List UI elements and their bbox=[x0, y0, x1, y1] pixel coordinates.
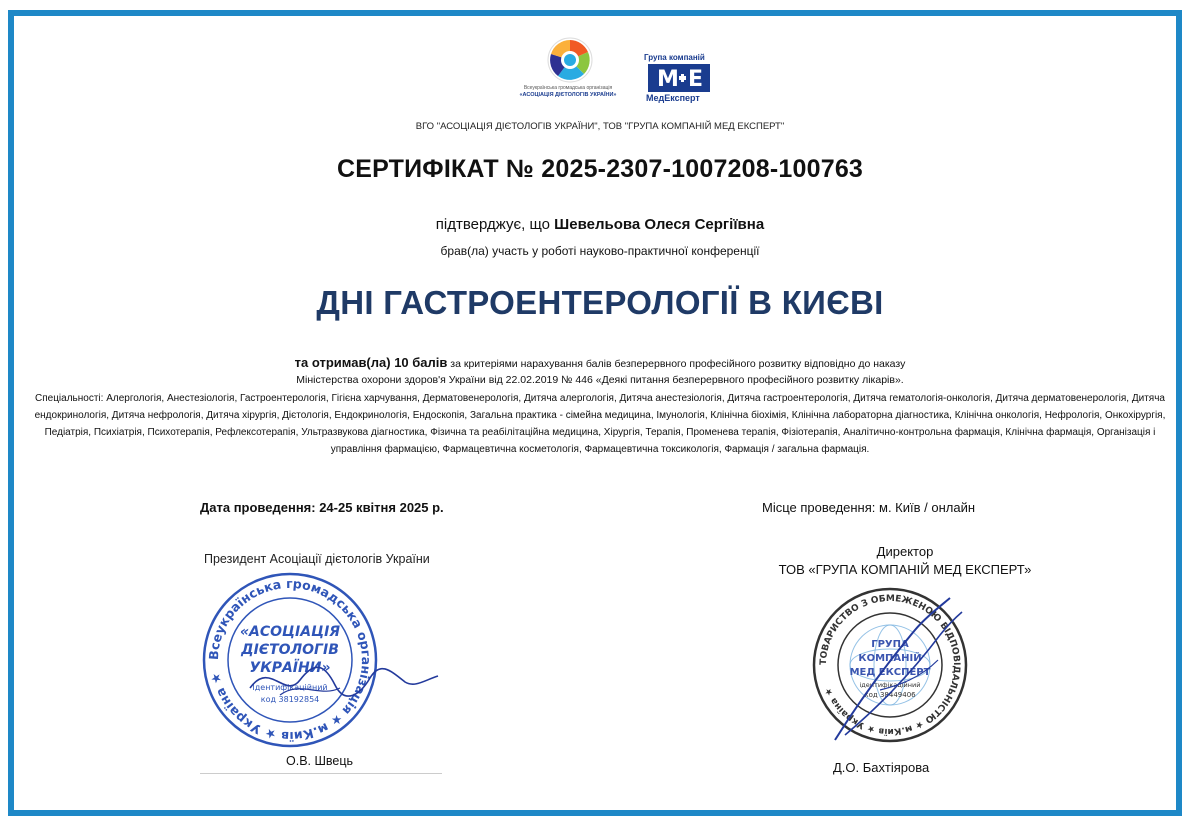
svg-text:Е: Е bbox=[688, 67, 704, 92]
director-title bbox=[760, 543, 1050, 579]
event-date: Дата проведення: 24-25 квітня 2025 р. bbox=[200, 500, 444, 515]
association-stamp-line3: УКРАЇНИ» bbox=[249, 660, 331, 676]
specialties-list: Спеціальності: Алергологія, Анестезіологія, Гастроентерологія, Гігієна харчування, Дерматовенерологія, Дитяча алергологія, Дитяча анестезіологія, Дитяча гастроентерологія, Дитяча гематологія-онкологія, Дитяча дерматовенерологія, Дитяча ендокринологія, Дитяча нефрологія, Дитяча хірургія, Дієтологія, Ендокринологія, Ендоскопія, Загальна практика - сімейна медицина, Імунологія, Клінічна біохімія, Клінічна лабораторна діагностика, Клінічна онкологія, Нефрологія, Онкохірургія, Педіатрія, Психіатрія, Психотерапія, Рефлексотерапія, Ультразвукова діагностика, Фізична та реабілітаційна медицина, Хірургія, Терапія, Променева терапія, Фізіотерапія, Аналітично-контрольна фармація, Клінічна фармація, Організація і управління фармацією, Фармацевтична косметологія, Фармацевтична токсикологія, Фармація / загальна фармація. bbox=[34, 393, 1166, 455]
medexpert-stamp-id-label: ідентифікаційний bbox=[859, 681, 921, 689]
medexpert-stamp-line3: МЕД ЕКСПЕРТ bbox=[849, 667, 931, 678]
director-name: Д.О. Бахтіярова bbox=[833, 760, 930, 775]
president-signature bbox=[240, 650, 440, 710]
organizers-line: ВГО "АСОЦІАЦІЯ ДІЄТОЛОГІВ УКРАЇНИ", ТОВ "ГРУПА КОМПАНІЙ МЕД ЕКСПЕРТ" bbox=[415, 121, 785, 132]
association-org-type: Всеукраїнська громадська організація bbox=[523, 85, 613, 91]
association-stamp-code: код 38192854 bbox=[260, 695, 320, 704]
medexpert-logo-bottom: МедЕксперт bbox=[646, 93, 700, 103]
svg-text:М: М bbox=[657, 67, 679, 92]
president-name: О.В. Швець bbox=[286, 754, 354, 768]
points-awarded: та отримав(ла) 10 балів bbox=[294, 355, 448, 370]
medexpert-stamp-line2: КОМПАНІЙ bbox=[858, 653, 922, 664]
association-logo bbox=[508, 36, 628, 104]
medexpert-logo-top: Група компаній bbox=[644, 53, 705, 62]
association-stamp-id-label: Ідентифікаційний bbox=[252, 683, 328, 692]
association-logo-name: «АСОЦІАЦІЯ ДІЄТОЛОГІВ УКРАЇНИ» bbox=[519, 92, 617, 98]
association-logo-icon bbox=[546, 36, 594, 84]
event-title: ДНІ ГАСТРОЕНТЕРОЛОГІЇ В КИЄВІ bbox=[316, 284, 884, 321]
director-company: ТОВ «ГРУПА КОМПАНІЙ МЕД ЕКСПЕРТ» bbox=[778, 562, 1032, 577]
points-statement bbox=[40, 355, 1160, 388]
association-stamp-ring-text: Всеукраїнська громадська організація ★ м.Київ ★ Україна ★ bbox=[205, 575, 375, 745]
medexpert-stamp-code: код 38449406 bbox=[864, 691, 916, 699]
medexpert-stamp-ring-text: ТОВАРИСТВО З ОБМЕЖЕНОЮ ВІДПОВІДАЛЬНІСТЮ ★ м.Київ ★ Україна ★ bbox=[818, 593, 962, 737]
director-position: Директор bbox=[876, 544, 934, 559]
medexpert-logo bbox=[644, 53, 714, 105]
association-stamp-line1: «АСОЦІАЦІЯ bbox=[239, 624, 341, 640]
certificate-title: СЕРТИФІКАТ № 2025-2307-1007208-100763 bbox=[336, 155, 864, 183]
participant-name: Шевельова Олеся Сергіївна bbox=[554, 216, 765, 233]
confirmation-line bbox=[0, 216, 1200, 233]
points-order: Міністерства охорони здоров'я України від 22.02.2019 № 446 «Деякі питання безперервного професійного розвитку лікарів». bbox=[296, 374, 904, 386]
medexpert-mark-icon bbox=[648, 64, 710, 92]
medexpert-stamp-line1: ГРУПА bbox=[871, 639, 909, 650]
president-signature-line bbox=[200, 773, 442, 774]
director-signature bbox=[820, 590, 980, 750]
points-criteria: за критеріями нарахування балів безперервного професійного розвитку відповідно до наказу bbox=[447, 358, 906, 370]
confirmation-prefix: підтверджує, що bbox=[435, 216, 555, 233]
president-title: Президент Асоціації дієтологів України bbox=[204, 552, 430, 566]
association-stamp-line2: ДІЄТОЛОГІВ bbox=[241, 642, 339, 658]
event-place: Місце проведення: м. Київ / онлайн bbox=[762, 500, 976, 515]
participation-line: брав(ла) участь у роботі науково-практичної конференції bbox=[440, 244, 760, 258]
